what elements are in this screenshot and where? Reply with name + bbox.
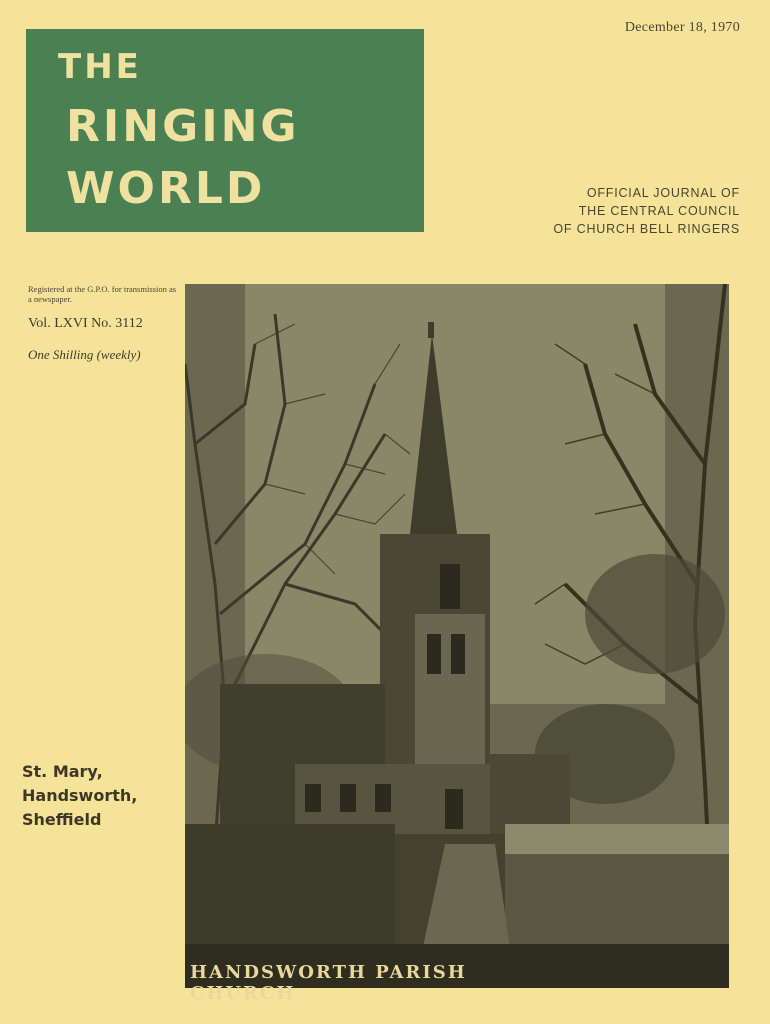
official-line-3: OF CHURCH BELL RINGERS bbox=[553, 222, 740, 236]
official-journal-note bbox=[553, 184, 740, 238]
official-line-1: OFFICIAL JOURNAL OF bbox=[586, 186, 740, 200]
masthead-line-ringing: RINGING bbox=[66, 101, 300, 152]
masthead-line-world: WORLD bbox=[66, 163, 266, 214]
price: One Shilling (weekly) bbox=[28, 347, 141, 362]
masthead bbox=[26, 29, 424, 232]
issue-date: December 18, 1970 bbox=[624, 20, 740, 35]
caption-line-3: Sheffield bbox=[22, 810, 102, 829]
photo-caption: HANDSWORTH PARISH CHURCH bbox=[190, 962, 467, 1004]
church-photo bbox=[185, 284, 729, 988]
caption-line-1: St. Mary, bbox=[22, 762, 103, 781]
volume-number: Vol. LXVI No. 3112 bbox=[28, 316, 143, 331]
church-illustration bbox=[185, 284, 729, 988]
official-line-2: THE CENTRAL COUNCIL bbox=[578, 204, 740, 218]
caption-line-2: Handsworth, bbox=[22, 786, 138, 805]
cover-caption bbox=[22, 760, 137, 832]
masthead-line-the: THE bbox=[58, 47, 142, 87]
registration-note: Registered at the G.P.O. for transmission as a newspaper. bbox=[28, 284, 177, 304]
